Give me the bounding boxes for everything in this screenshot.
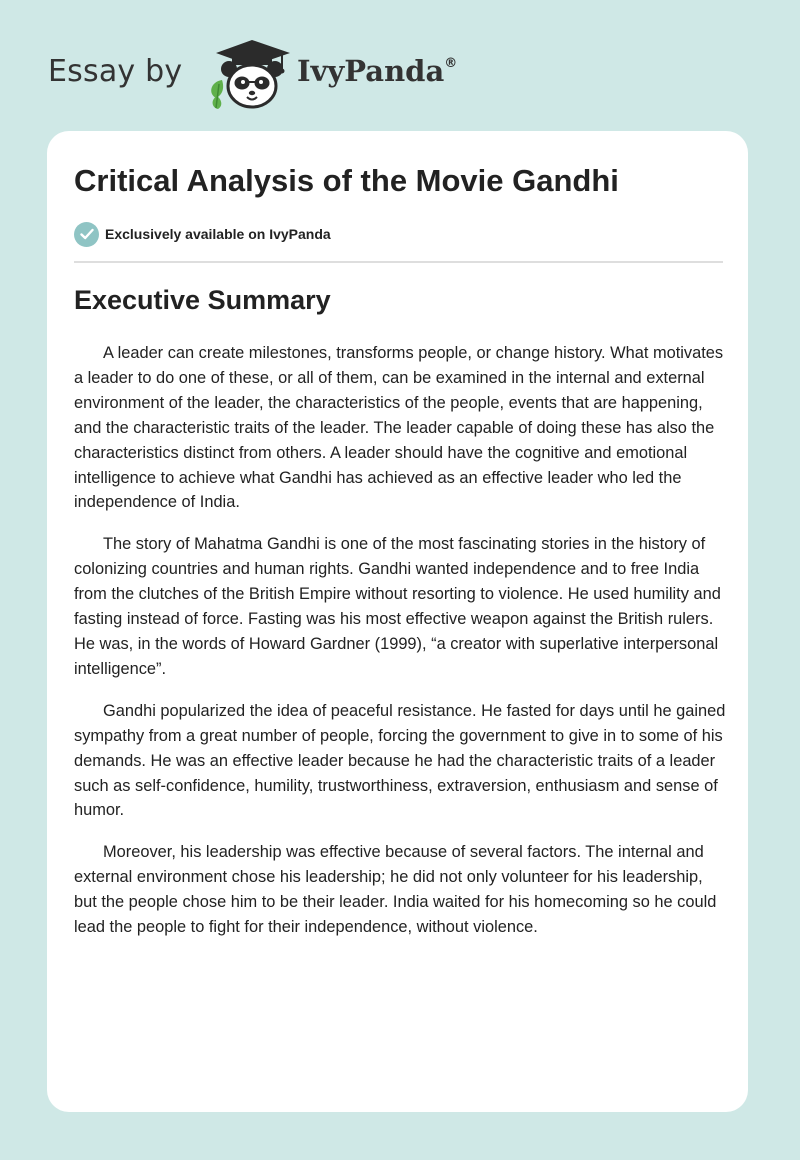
- paragraph: Gandhi popularized the idea of peaceful resistance. He fasted for days until he gained sympathy from a great number of people, forcing the government to give in to some of his demands. He was an effective leader because he had the characteristic traits of a leader such as self-confidence, humility, trustworthiness, extraversion, enthusiasm and sense of humor.: [74, 701, 726, 820]
- check-circle-icon: [74, 222, 99, 247]
- essay-body: [74, 341, 726, 957]
- site-header: [48, 34, 468, 110]
- exclusive-badge: [74, 221, 331, 247]
- brand-name: [297, 54, 457, 88]
- paragraph: The story of Mahatma Gandhi is one of the most fascinating stories in the history of colonizing countries and human rights. Gandhi wanted independence and to free India from the clutches of the British Empire without resorting to violence. He used humility and fasting instead of force. Fasting was his most effective weapon against the British rulers. He was, in the words of Howard Gardner (1999), “a creator with superlative interpersonal intelligence”.: [74, 535, 721, 678]
- page-title: Critical Analysis of the Movie Gandhi: [74, 163, 619, 198]
- paragraph: A leader can create milestones, transforms people, or change history. What motivates a leader to do one of these, or all of them, can be examined in the internal and external environment of the leader, the characteristics of the people, events that are happening, and the characteristic traits of the leader. The leader capable of doing these has also the characteristics distinct from others. A leader should have the cognitive and emotional intelligence to achieve what Gandhi has achieved as an effective leader who led the independence of India.: [74, 344, 724, 512]
- registered-mark: ®: [444, 56, 458, 71]
- brand-text: IvyPanda: [297, 54, 445, 88]
- section-heading: Executive Summary: [74, 285, 331, 315]
- exclusive-badge-text: Exclusively available on IvyPanda: [105, 226, 331, 242]
- essay-by-label: Essay by: [48, 54, 183, 89]
- paragraph: Moreover, his leadership was effective because of several factors. The internal and external environment chose his leadership; he did not only volunteer for his leadership, but the people chose him to be their leader. India waited for his homecoming so he could lead the people to fight for their independence, without violence.: [74, 843, 717, 937]
- divider: [74, 261, 723, 263]
- panda-graduate-icon: [204, 36, 292, 110]
- essay-card: [47, 131, 748, 1112]
